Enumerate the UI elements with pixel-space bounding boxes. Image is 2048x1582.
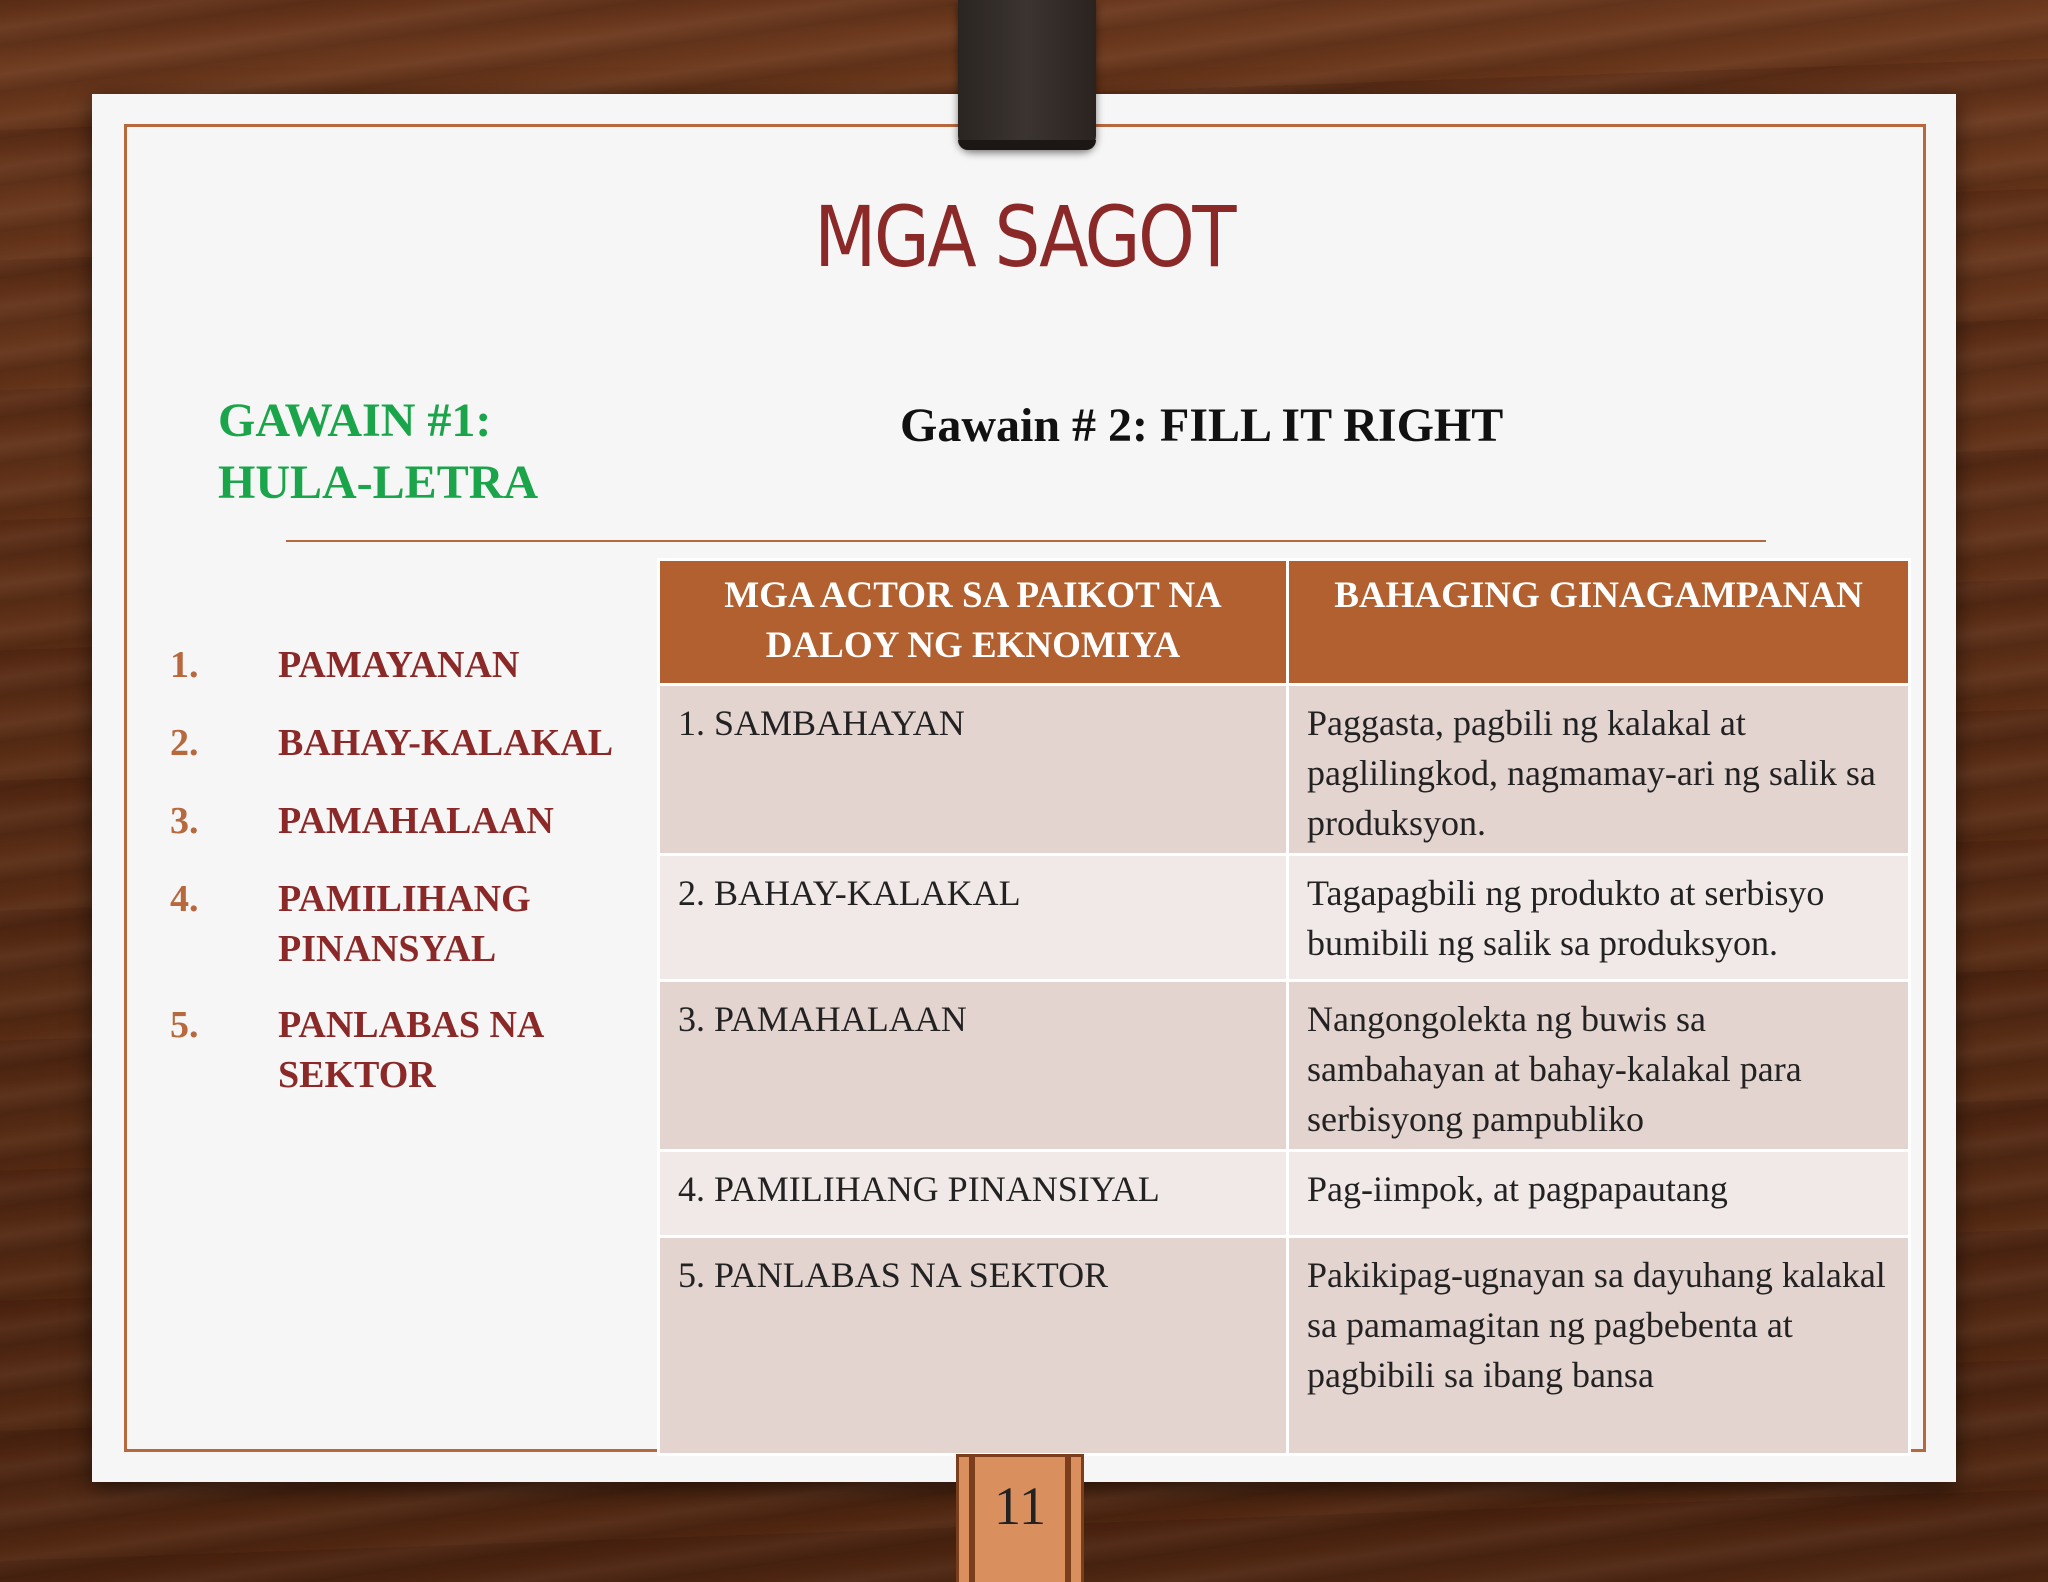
- slide-title: MGA SAGOT: [814, 188, 1234, 286]
- table-cell-actor: 1. SAMBAHAYAN: [659, 685, 1288, 855]
- list-number: 2.: [170, 722, 199, 764]
- table-cell-role: Pakikipag-ugnayan sa dayuhang kalakal sa pamamagitan ng pagbebenta at pagbibili sa ibang bansa: [1288, 1237, 1910, 1455]
- table-cell-actor: 3. PAMAHALAAN: [659, 981, 1288, 1151]
- page-number: 11: [994, 1476, 1046, 1536]
- divider-line: [286, 540, 1766, 542]
- table-cell-actor: 2. BAHAY-KALAKAL: [659, 855, 1288, 981]
- table-cell-role: Nangongolekta ng buwis sa sambahayan at bahay-kalakal para serbisyong pampubliko: [1288, 981, 1910, 1151]
- gawain1-line2: HULA-LETRA: [218, 456, 539, 509]
- table-header-role: BAHAGING GINAGAMPANAN: [1288, 560, 1910, 685]
- gawain1-line1: GAWAIN #1:: [218, 394, 492, 447]
- list-number: 4.: [170, 878, 199, 920]
- answer-list: [170, 640, 650, 1100]
- gawain1-heading: [218, 390, 538, 514]
- table-cell-actor: 4. PAMILIHANG PINANSIYAL: [659, 1151, 1288, 1237]
- list-item: [170, 640, 650, 690]
- list-text: BAHAY-KALAKAL: [278, 722, 614, 764]
- page-number-tab: [956, 1454, 1084, 1582]
- table-cell-role: Tagapagbili ng produkto at serbisyo bumibili ng salik sa produksyon.: [1288, 855, 1910, 981]
- actor-table: [657, 558, 1911, 1456]
- list-item: [170, 1000, 650, 1100]
- table-cell-actor: 5. PANLABAS NA SEKTOR: [659, 1237, 1288, 1455]
- gawain2-heading: Gawain # 2: FILL IT RIGHT: [900, 399, 1504, 452]
- table-header-actor: MGA ACTOR SA PAIKOT NA DALOY NG EKNOMIYA: [659, 560, 1288, 685]
- table-row: [659, 685, 1910, 855]
- list-text: PAMILIHANG PINANSYAL: [278, 878, 531, 970]
- table-row: [659, 1151, 1910, 1237]
- table-cell-role: Paggasta, pagbili ng kalakal at paglilingkod, nagmamay-ari ng salik sa produksyon.: [1288, 685, 1910, 855]
- list-item: [170, 796, 650, 846]
- table-row: [659, 855, 1910, 981]
- list-item: [170, 874, 650, 974]
- table-row: [659, 981, 1910, 1151]
- list-item: [170, 718, 650, 768]
- list-number: 5.: [170, 1004, 199, 1046]
- list-text: PAMAYANAN: [278, 644, 520, 686]
- binder-clip-top: [958, 0, 1096, 150]
- list-text: PAMAHALAAN: [278, 800, 554, 842]
- table-row: [659, 1237, 1910, 1455]
- list-number: 3.: [170, 800, 199, 842]
- list-number: 1.: [170, 644, 199, 686]
- list-text: PANLABAS NA SEKTOR: [278, 1004, 543, 1096]
- table-cell-role: Pag-iimpok, at pagpapautang: [1288, 1151, 1910, 1237]
